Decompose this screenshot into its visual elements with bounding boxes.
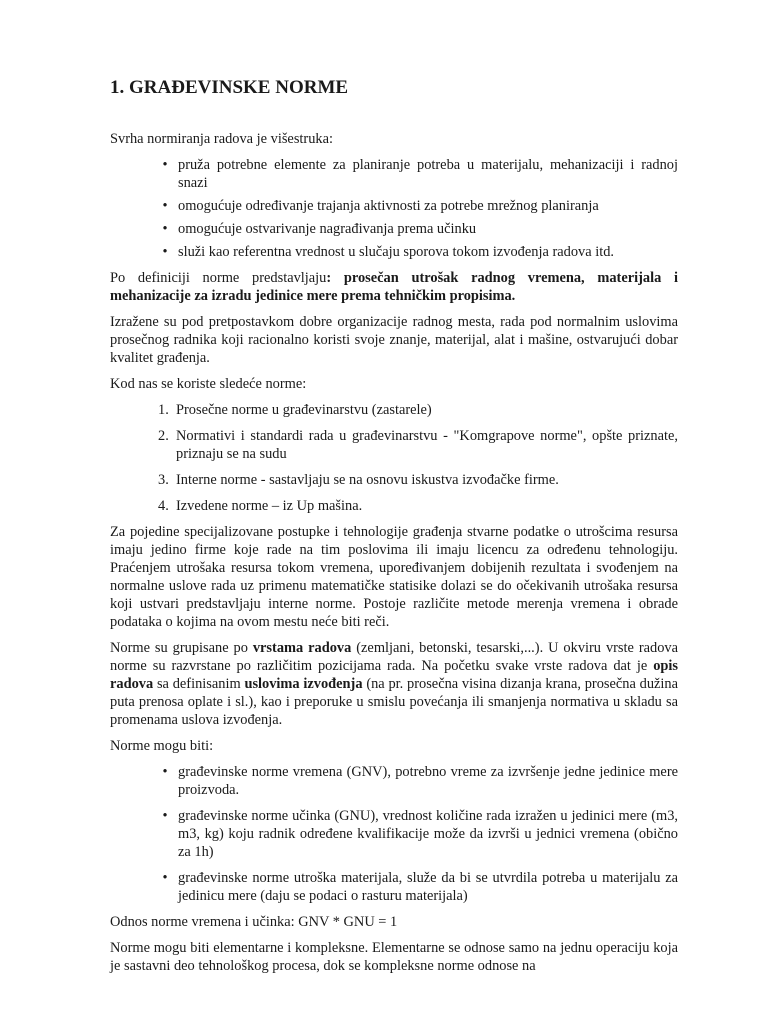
list-item: • omogućuje određivanje trajanja aktivnosti za potrebe mrežnog planiranja — [160, 197, 678, 215]
bullet-icon: • — [162, 808, 168, 824]
specialized-paragraph: Za pojedine specijalizovane postupke i tehnologije građenja stvarne podatke o utrošcima resursa imaju jedino firme koje rade na tim poslovima ili imaju licencu za određenu tehnologiju. Praćenjem utrošaka resursa tokom vremena, upoređivanjem dobijenih rezultata i svođenjem na normalne uslove rada uz primenu matematičke statisike dolazi se do očekivanih utrošaka resursa koji ustvari predstavljaju interne norme. Postoje različite metode merenja vremena i obrade podataka o kojima na ovom mestu neće biti reči. — [110, 524, 678, 630]
list-item: 3. Interne norme - sastavljaju se na osnovu iskustva izvođačke firme. — [158, 472, 559, 488]
norm-types-list — [110, 401, 678, 515]
bullet-icon: • — [162, 870, 168, 886]
list-item: 1. Prosečne norme u građevinarstvu (zastarele) — [158, 402, 432, 418]
kinds-list — [110, 763, 678, 905]
list-item: 4. Izvedene norme – iz Up mašina. — [158, 498, 363, 514]
list-item: • pruža potrebne elemente za planiranje potreba u materijalu, mehanizaciji i radnoj snazi — [160, 156, 678, 192]
elementary-paragraph: Norme mogu biti elementarne i kompleksne. Elementarne se odnose samo na jednu operaciju koja je sastavni deo tehnološkog procesa, dok se kompleksne norme odnose na — [110, 940, 678, 974]
bullet-icon: • — [162, 764, 168, 780]
bullet-icon: • — [162, 157, 168, 173]
bullet-icon: • — [162, 198, 168, 214]
purposes-list — [110, 156, 678, 261]
grouping-paragraph: Norme su grupisane po vrstama radova (zemljani, betonski, tesarski,...). U okviru vrste radova norme su razvrstane po različitim pozicijama rada. Na početku svake vrste radova dat je opis radova sa definisanim uslovima izvođenja (na pr. prosečna visina dizanja krana, prosečna dužina puta prenosa oplate i sl.), kao i preporuke u smislu povećanja ili smanjenja normativa u skladu sa promenama uslova izvođenja. — [110, 640, 679, 728]
definition-bold: prosečan utrošak radnog vremena, materijala i mehanizacije za izradu jedinice mere prema tehničkim propisima. — [110, 270, 678, 304]
bullet-icon: • — [162, 244, 168, 260]
list-item: • služi kao referentna vrednost u slučaju sporova tokom izvođenja radova itd. — [160, 243, 678, 261]
list-item: • građevinske norme učinka (GNU), vrednost količine rada izražen u jedinici mere (m3, m3, kg) koju radnik određene kvalifikacije može da izvrši u jednici vremena (obično za 1h) — [160, 807, 678, 861]
norms-intro: Kod nas se koriste sledeće norme: — [110, 376, 307, 392]
kinds-intro: Norme mogu biti: — [110, 738, 214, 754]
intro-text: Svrha normiranja radova je višestruka: — [110, 131, 333, 147]
list-item: • građevinske norme vremena (GNV), potrebno vreme za izvršenje jedne jedinice mere proizvoda. — [160, 763, 678, 799]
bullet-icon: • — [162, 221, 168, 237]
list-item: 2. Normativi i standardi rada u građevinarstvu - "Komgrapove norme", opšte priznate, priznaju se na sudu — [158, 428, 678, 462]
definition-paragraph: Po definiciji norme predstavljaju: prosečan utrošak radnog vremena, materijala i mehanizacije za izradu jedinice mere prema tehničkim propisima. — [110, 270, 678, 304]
page-title: 1. GRAĐEVINSKE NORME — [110, 77, 349, 98]
list-item: • građevinske norme utroška materijala, služe da bi se utvrdila potreba u materijalu za jedinicu mere (daju se podaci o rasturu materijala) — [160, 869, 678, 905]
relation-formula: Odnos norme vremena i učinka: GNV * GNU = 1 — [110, 914, 398, 930]
list-item: • omogućuje ostvarivanje nagrađivanja prema učinku — [160, 220, 678, 238]
assumption-paragraph: Izražene su pod pretpostavkom dobre organizacije radnog mesta, rada pod normalnim uslovima prosečnog radnika koji racionalno koristi svoje znanje, materijal, alat i mašine, ostvarujući dobar kvalitet građenja. — [110, 314, 678, 366]
